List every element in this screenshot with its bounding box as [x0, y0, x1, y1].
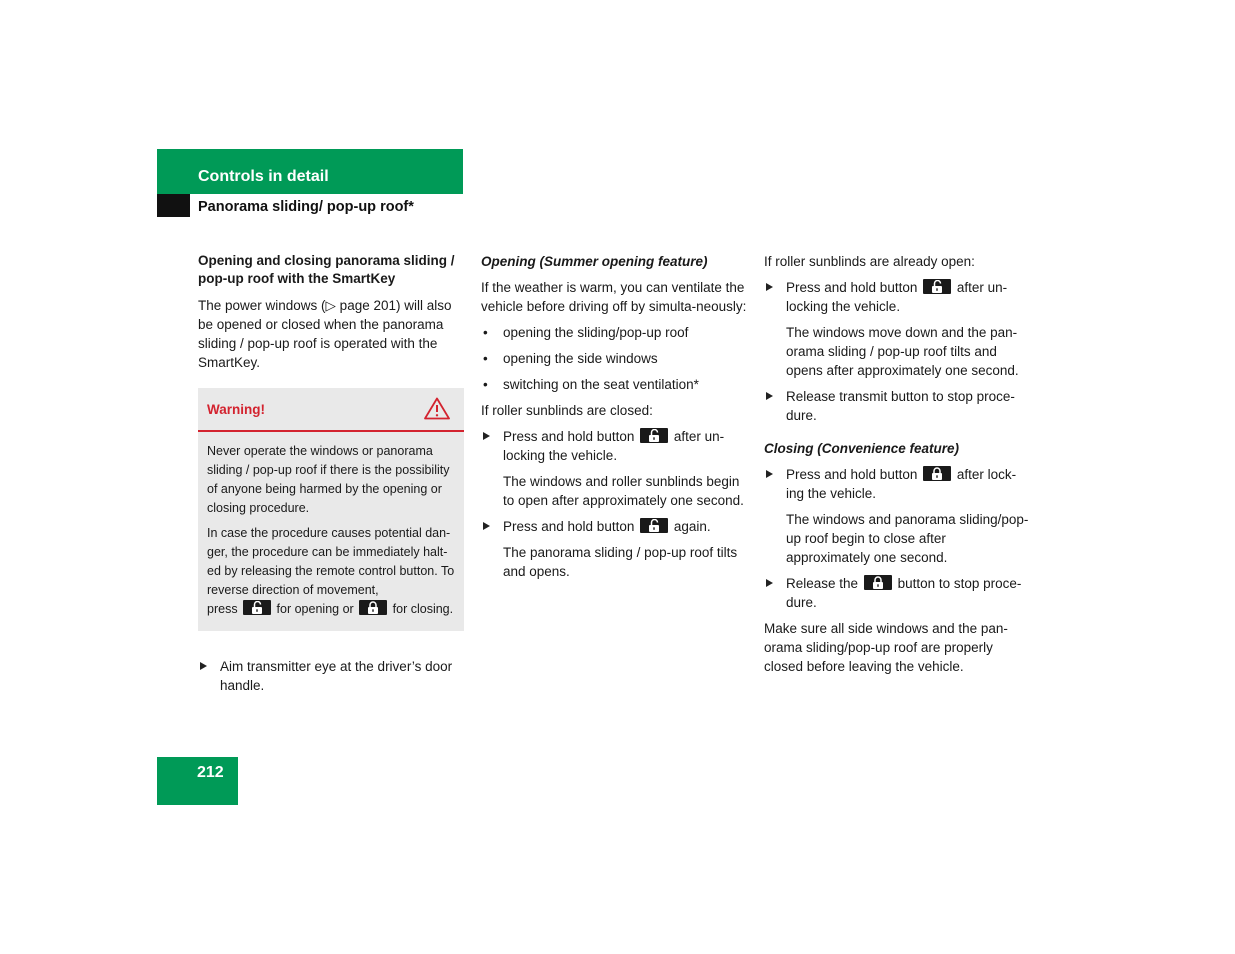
unlock-key-icon: [640, 428, 668, 443]
unlock-key-icon: [640, 518, 668, 533]
step-text: button to stop proce-dure.: [786, 576, 1022, 610]
col3-step-1-note: The windows move down and the pan-orama sliding / pop-up roof tilts and opens after approximately one second.: [786, 325, 1019, 378]
subsection-marker: [157, 194, 190, 217]
col3-step-3-note: The windows and panorama sliding/pop-up roof begin to close after approximately one second.: [786, 512, 1029, 565]
step-arrow-icon: [483, 522, 490, 530]
list-item: • opening the sliding/pop-up roof: [483, 325, 689, 340]
col3-step-4: [764, 574, 1032, 612]
warning-box: [198, 388, 464, 631]
col1-intro: The power windows (▷ page 201) will also be opened or closed when the panorama sliding / pop-up roof is operated with the SmartKey.: [198, 298, 452, 370]
step-text: after un-locking the vehicle.: [503, 429, 725, 463]
step-text: after lock-ing the vehicle.: [786, 467, 1017, 501]
col2-step-2-note: The panorama sliding / pop-up roof tilts and opens.: [503, 545, 738, 579]
step-text: after un-locking the vehicle.: [786, 280, 1008, 314]
step-text: Press and hold button: [503, 429, 635, 444]
warning-text-2a: In case the procedure causes potential dan-ger, the procedure can be immediately halt-ed by releasing the remote control button. To reverse direction of movement,: [207, 526, 455, 597]
step-arrow-icon: [766, 392, 773, 400]
subsection-title: Panorama sliding/ pop-up roof*: [198, 199, 414, 215]
warning-text-1: Never operate the windows or panorama sliding / pop-up roof if there is the possibility of anyone being harmed by the opening or closing procedure.: [207, 444, 450, 515]
col1-step-text: Aim transmitter eye at the driver’s door handle.: [220, 659, 453, 693]
col3-open-intro: If roller sunblinds are already open:: [764, 254, 975, 269]
col3-step-2: [764, 387, 1032, 425]
list-item-text: opening the side windows: [503, 351, 658, 366]
col3-step-1: [764, 278, 1032, 316]
col1-step: [198, 657, 464, 695]
step-text: Press and hold button: [503, 519, 635, 534]
col1-heading: Opening and closing panorama sliding / pop-up roof with the SmartKey: [198, 253, 455, 286]
page-number: 212: [197, 764, 224, 781]
warning-press: press: [207, 602, 238, 616]
step-arrow-icon: [483, 432, 490, 440]
col3-heading: Closing (Convenience feature): [764, 441, 960, 456]
col2-step-1: [481, 427, 747, 465]
warning-label: Warning!: [207, 402, 265, 417]
column-2: [481, 252, 747, 588]
step-text: Press and hold button: [786, 280, 918, 295]
step-arrow-icon: [200, 662, 207, 670]
step-arrow-icon: [766, 579, 773, 587]
step-arrow-icon: [766, 283, 773, 291]
col2-intro: If the weather is warm, you can ventilate the vehicle before driving off by simulta-neously:: [481, 280, 747, 314]
col2-heading: Opening (Summer opening feature): [481, 254, 708, 269]
lock-key-icon: [923, 466, 951, 481]
warning-triangle-icon: [424, 397, 450, 425]
step-text: Release the: [786, 576, 859, 591]
unlock-key-icon: [923, 279, 951, 294]
lock-key-icon: [359, 600, 387, 615]
step-text: Release transmit button to stop proce-dure.: [786, 389, 1015, 423]
list-item-text: opening the sliding/pop-up roof: [503, 325, 689, 340]
col3-closing-note: Make sure all side windows and the pan-orama sliding/pop-up roof are properly closed before leaving the vehicle.: [764, 621, 1008, 674]
section-title: Controls in detail: [198, 168, 329, 185]
step-text: Press and hold button: [786, 467, 918, 482]
col2-step-1-note: The windows and roller sunblinds begin to open after approximately one second.: [503, 474, 744, 508]
column-3: [764, 252, 1032, 683]
warning-body: [198, 432, 464, 619]
col2-closed-intro: If roller sunblinds are closed:: [481, 403, 653, 418]
warning-text-2: [207, 524, 455, 619]
col3-step-3: [764, 465, 1032, 503]
step-arrow-icon: [766, 470, 773, 478]
step-text: again.: [673, 519, 711, 534]
list-item: • switching on the seat ventilation*: [483, 377, 699, 392]
col2-step-2: [481, 517, 747, 536]
unlock-key-icon: [243, 600, 271, 615]
warning-for-closing: for closing.: [392, 602, 454, 616]
list-item-text: switching on the seat ventilation*: [503, 377, 699, 392]
warning-for-opening: for opening or: [276, 602, 354, 616]
lock-key-icon: [864, 575, 892, 590]
warning-header: [198, 388, 464, 432]
list-item: • opening the side windows: [483, 351, 658, 366]
column-1: [198, 252, 464, 702]
